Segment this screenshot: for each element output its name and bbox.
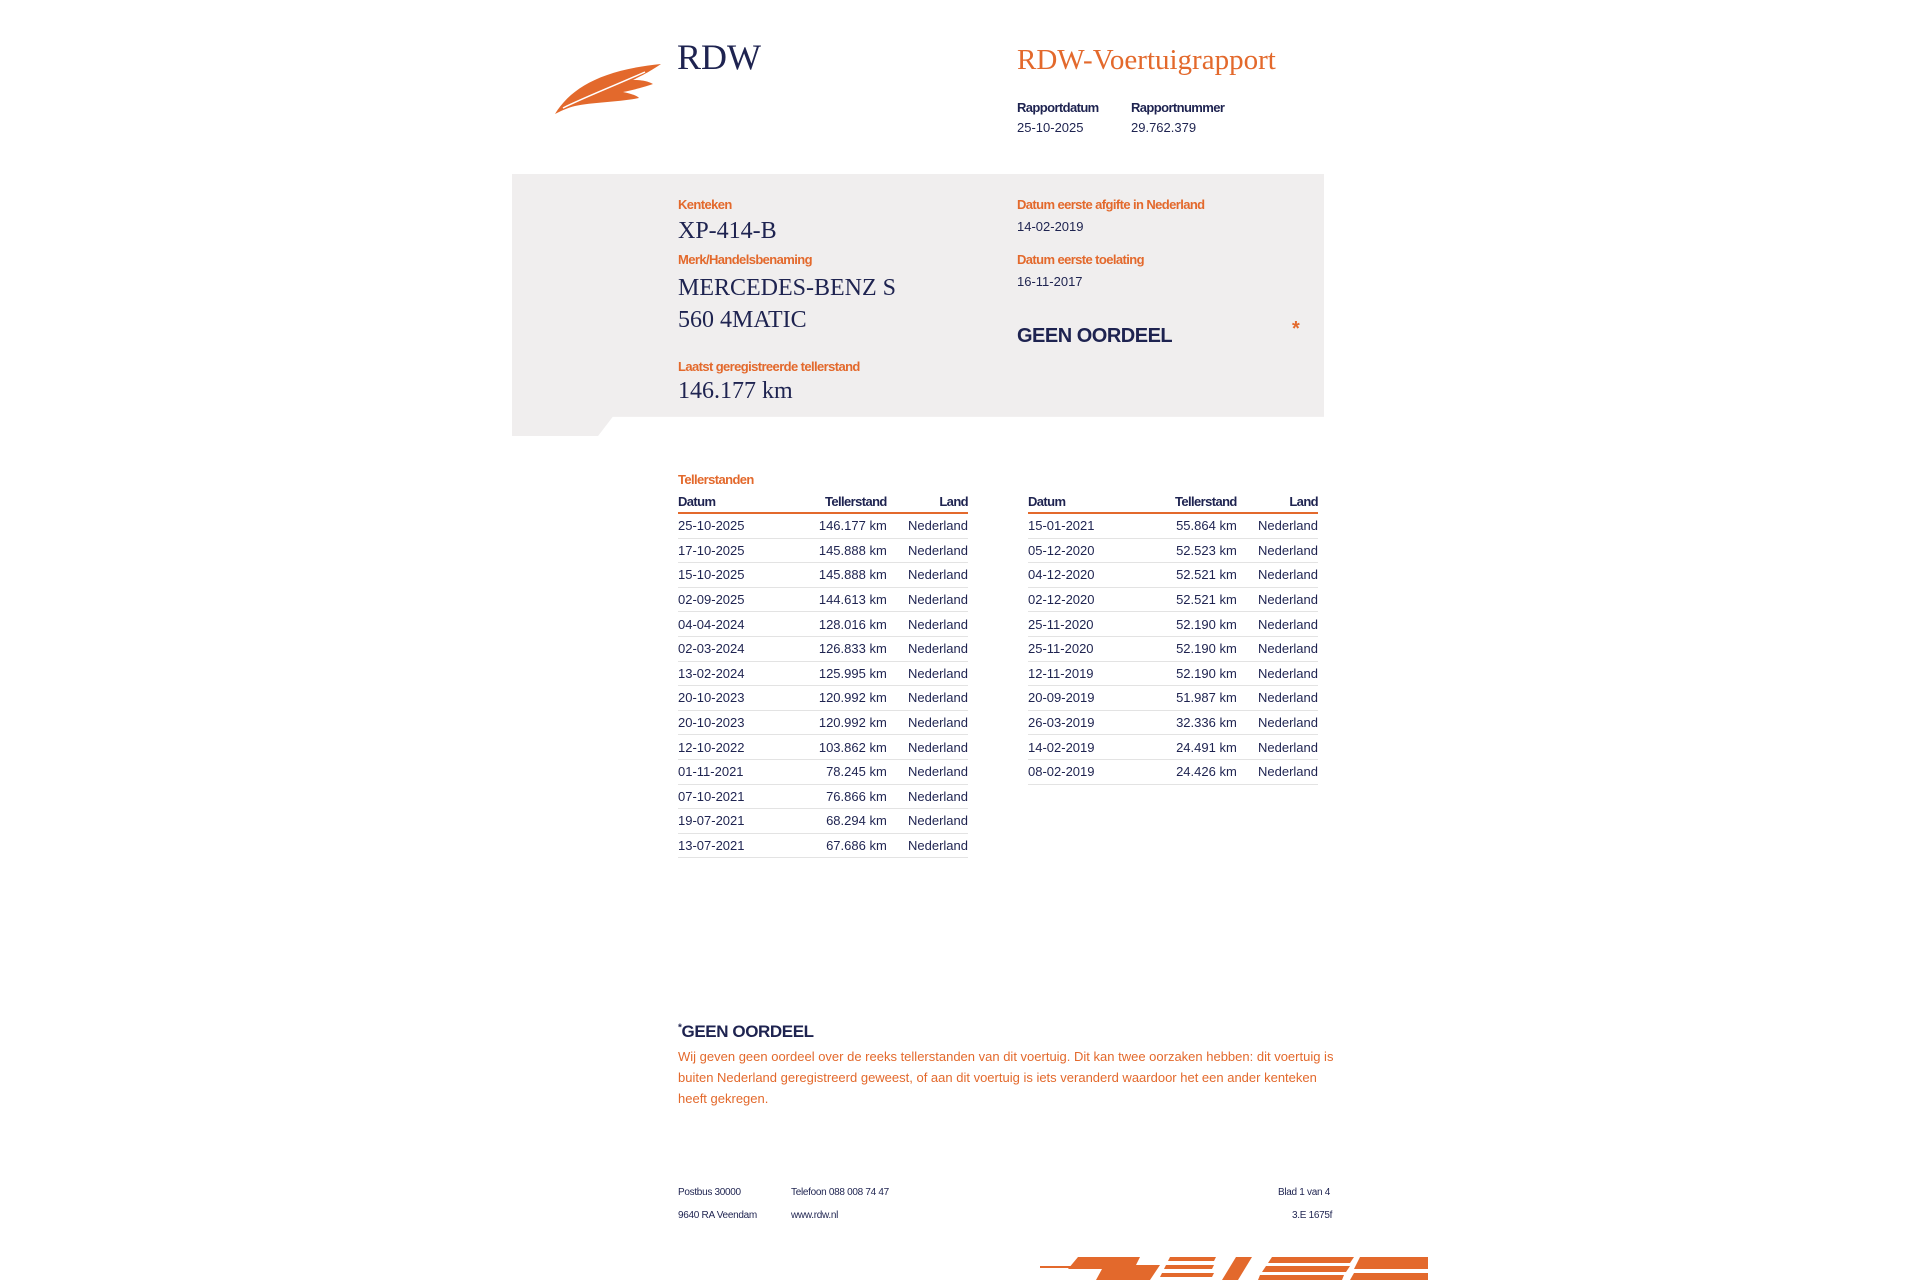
rdw-logo (553, 58, 663, 116)
make-line2: 560 4MATIC (678, 307, 807, 333)
table-row (1028, 661, 1318, 686)
table-row (678, 661, 968, 686)
make-label: Merk/Handelsbenaming (678, 252, 812, 267)
verdict: GEEN OORDEEL (1017, 325, 1173, 347)
reading-date: 01-11-2021 (678, 759, 788, 784)
reading-country: Nederland (887, 809, 968, 834)
reading-date: 20-09-2019 (1028, 686, 1138, 711)
reading-value: 120.992 km (788, 686, 887, 711)
table-row (678, 686, 968, 711)
table-row (1028, 538, 1318, 563)
table-row (678, 710, 968, 735)
reading-country: Nederland (887, 735, 968, 760)
reading-date: 20-10-2023 (678, 686, 788, 711)
footer-website[interactable]: www.rdw.nl (791, 1210, 839, 1221)
reading-date: 02-03-2024 (678, 636, 788, 661)
reading-country: Nederland (1237, 686, 1318, 711)
table-row (678, 538, 968, 563)
reading-country: Nederland (1237, 587, 1318, 612)
reading-value: 128.016 km (788, 612, 887, 637)
footer-postal-city: 9640 RA Veendam (678, 1210, 757, 1221)
reading-date: 02-09-2025 (678, 587, 788, 612)
org-name: RDW (677, 37, 761, 77)
reading-value: 78.245 km (788, 759, 887, 784)
table-row (1028, 686, 1318, 711)
reading-date: 25-11-2020 (1028, 636, 1138, 661)
reading-value: 68.294 km (788, 809, 887, 834)
reading-country: Nederland (887, 661, 968, 686)
reading-date: 17-10-2025 (678, 538, 788, 563)
table-row (678, 833, 968, 858)
reading-date: 08-02-2019 (1028, 759, 1138, 784)
reading-date: 25-10-2025 (678, 513, 788, 538)
reading-date: 14-02-2019 (1028, 735, 1138, 760)
reading-country: Nederland (887, 833, 968, 858)
reading-date: 13-07-2021 (678, 833, 788, 858)
odometer-label: Laatst geregistreerde tellerstand (678, 359, 860, 374)
reading-date: 15-10-2025 (678, 563, 788, 588)
decorative-stripes (1040, 1255, 1428, 1280)
vehicle-summary-panel (512, 174, 1324, 436)
reading-country: Nederland (1237, 563, 1318, 588)
table-row (678, 513, 968, 538)
table-row (678, 612, 968, 637)
reading-value: 24.426 km (1138, 759, 1237, 784)
footnote-title (678, 1022, 814, 1042)
reading-date: 02-12-2020 (1028, 587, 1138, 612)
report-date-label: Rapportdatum (1017, 100, 1099, 115)
reading-country: Nederland (887, 563, 968, 588)
table-row (1028, 563, 1318, 588)
reading-value: 145.888 km (788, 563, 887, 588)
reading-date: 12-10-2022 (678, 735, 788, 760)
reading-country: Nederland (1237, 759, 1318, 784)
odometer-table-right (1028, 492, 1318, 785)
reading-value: 120.992 km (788, 710, 887, 735)
first-issue-nl-label: Datum eerste afgifte in Nederland (1017, 197, 1205, 212)
reading-value: 52.190 km (1138, 636, 1237, 661)
reading-value: 103.862 km (788, 735, 887, 760)
footnote-marker: * (678, 1022, 682, 1034)
reading-country: Nederland (887, 784, 968, 809)
first-admission-label: Datum eerste toelating (1017, 252, 1144, 267)
table-row (1028, 587, 1318, 612)
table-row (678, 636, 968, 661)
reading-value: 52.521 km (1138, 563, 1237, 588)
reading-country: Nederland (1237, 612, 1318, 637)
footer-code: 3.E 1675f (1292, 1210, 1333, 1221)
odometer-table-left (678, 492, 968, 858)
table-row (678, 587, 968, 612)
table-row (678, 563, 968, 588)
reading-date: 04-12-2020 (1028, 563, 1138, 588)
make-line1: MERCEDES-BENZ S (678, 275, 897, 301)
col-date: Datum (1028, 492, 1138, 513)
reading-date: 26-03-2019 (1028, 710, 1138, 735)
reading-value: 125.995 km (788, 661, 887, 686)
plate-value: XP-414-B (678, 218, 777, 244)
col-country: Land (1237, 492, 1318, 513)
reading-date: 15-01-2021 (1028, 513, 1138, 538)
reading-country: Nederland (887, 587, 968, 612)
odometer-section-label: Tellerstanden (678, 472, 754, 487)
reading-country: Nederland (887, 636, 968, 661)
table-row (678, 809, 968, 834)
reading-date: 19-07-2021 (678, 809, 788, 834)
first-admission-value: 16-11-2017 (1017, 274, 1083, 289)
reading-value: 67.686 km (788, 833, 887, 858)
reading-value: 52.523 km (1138, 538, 1237, 563)
reading-country: Nederland (887, 710, 968, 735)
reading-value: 76.866 km (788, 784, 887, 809)
footer-phone: Telefoon 088 008 74 47 (791, 1187, 889, 1198)
report-date: 25-10-2025 (1017, 120, 1084, 135)
footer-po-box: Postbus 30000 (678, 1187, 741, 1198)
reading-date: 12-11-2019 (1028, 661, 1138, 686)
reading-country: Nederland (1237, 735, 1318, 760)
reading-value: 52.190 km (1138, 612, 1237, 637)
odometer-value: 146.177 km (678, 378, 793, 404)
reading-value: 32.336 km (1138, 710, 1237, 735)
reading-value: 144.613 km (788, 587, 887, 612)
reading-country: Nederland (1237, 661, 1318, 686)
reading-value: 51.987 km (1138, 686, 1237, 711)
reading-value: 126.833 km (788, 636, 887, 661)
table-row (678, 759, 968, 784)
table-row (1028, 612, 1318, 637)
table-row (1028, 513, 1318, 538)
plate-label: Kenteken (678, 197, 732, 212)
reading-country: Nederland (1237, 538, 1318, 563)
reading-date: 20-10-2023 (678, 710, 788, 735)
table-row (1028, 636, 1318, 661)
reading-value: 146.177 km (788, 513, 887, 538)
report-number: 29.762.379 (1131, 120, 1197, 135)
col-reading: Tellerstand (788, 492, 887, 513)
table-row (1028, 735, 1318, 760)
footer-page-number: Blad 1 van 4 (1278, 1187, 1330, 1198)
reading-value: 145.888 km (788, 538, 887, 563)
table-row (1028, 710, 1318, 735)
reading-date: 13-02-2024 (678, 661, 788, 686)
footnote-text: Wij geven geen oordeel over de reeks tellerstanden van dit voertuig. Dit kan twee oorzaken hebben: dit voertuig is buiten Nederland geregistreerd geweest, of aan dit voertuig is iets veranderd waardoor het een ander kenteken heeft gekregen. (678, 1049, 1334, 1106)
footnote-title-text: GEEN OORDEEL (681, 1022, 814, 1041)
reading-date: 04-04-2024 (678, 612, 788, 637)
table-row (678, 784, 968, 809)
reading-country: Nederland (887, 538, 968, 563)
reading-country: Nederland (887, 759, 968, 784)
table-row (1028, 759, 1318, 784)
reading-country: Nederland (887, 513, 968, 538)
reading-date: 25-11-2020 (1028, 612, 1138, 637)
reading-value: 52.190 km (1138, 661, 1237, 686)
reading-country: Nederland (887, 686, 968, 711)
reading-country: Nederland (1237, 636, 1318, 661)
report-title: RDW-Voertuigrapport (1017, 44, 1276, 76)
reading-date: 07-10-2021 (678, 784, 788, 809)
col-date: Datum (678, 492, 788, 513)
col-country: Land (887, 492, 968, 513)
reading-country: Nederland (1237, 513, 1318, 538)
table-row (678, 735, 968, 760)
reading-value: 55.864 km (1138, 513, 1237, 538)
verdict-marker: * (1292, 318, 1300, 340)
reading-country: Nederland (887, 612, 968, 637)
reading-value: 24.491 km (1138, 735, 1237, 760)
report-number-label: Rapportnummer (1131, 100, 1225, 115)
reading-country: Nederland (1237, 710, 1318, 735)
first-issue-nl-value: 14-02-2019 (1017, 219, 1084, 234)
reading-value: 52.521 km (1138, 587, 1237, 612)
reading-date: 05-12-2020 (1028, 538, 1138, 563)
col-reading: Tellerstand (1138, 492, 1237, 513)
